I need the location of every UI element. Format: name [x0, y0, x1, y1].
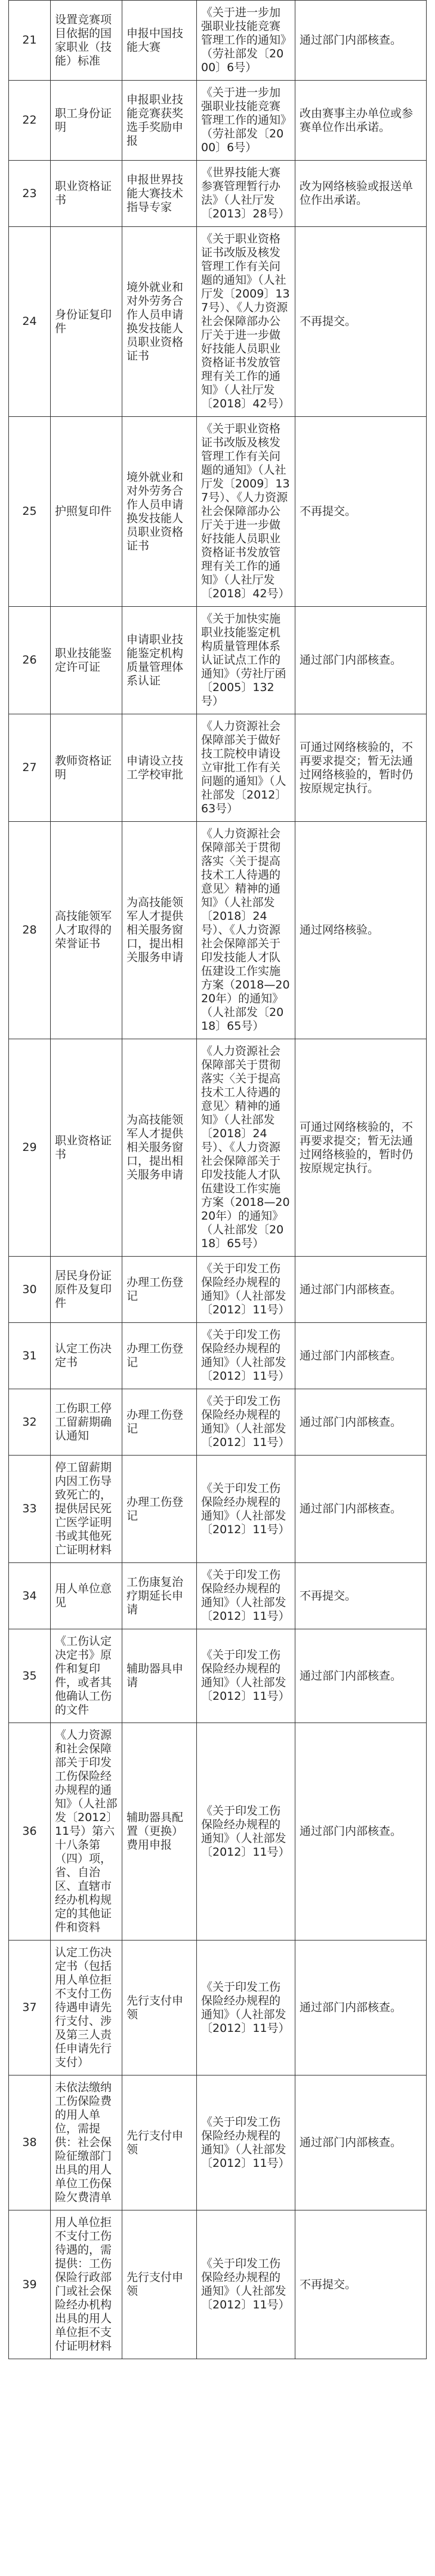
basis-cell: 《关于印发工伤保险经办规程的通知》（人社部发〔2012〕11号） — [197, 1323, 295, 1389]
method-cell: 不再提交。 — [295, 417, 427, 607]
matter-cell: 工伤康复治疗期延长申请 — [122, 1563, 197, 1629]
basis-cell: 《关于印发工伤保险经办规程的通知》（人社部发〔2012〕11号） — [197, 2075, 295, 2210]
method-cell: 通过部门内部核查。 — [295, 1389, 427, 1456]
method-cell: 通过部门内部核查。 — [295, 1723, 427, 1941]
matter-cell: 申报中国技能大赛 — [122, 1, 197, 81]
material-cell: 职业资格证书 — [51, 1039, 122, 1257]
row-number-cell: 23 — [9, 161, 51, 227]
material-cell: 高技能领军人才取得的荣誉证书 — [51, 822, 122, 1039]
row-number-cell: 38 — [9, 2075, 51, 2210]
row-number-cell: 31 — [9, 1323, 51, 1389]
material-cell: 职业技能鉴定许可证 — [51, 607, 122, 714]
matter-cell: 境外就业和对外劳务合作人员申请换发技能人员职业资格证书 — [122, 227, 197, 417]
matter-cell: 申报世界技能大赛技术指导专家 — [122, 161, 197, 227]
table-row — [9, 1039, 427, 1257]
table-row — [9, 1389, 427, 1456]
row-number-cell: 30 — [9, 1257, 51, 1323]
method-cell: 不再提交。 — [295, 1563, 427, 1629]
basis-cell: 《人力资源社会保障部关于贯彻落实〈关于提高技术工人待遇的意见〉精神的通知》（人社部发〔2018〕24号）、《人力资源社会保障部关于印发技能人才队伍建设工作实施方案（2018—2020年）的通知》（人社部发〔2018〕65号） — [197, 1039, 295, 1257]
table-body — [9, 1, 427, 2359]
basis-cell: 《关于印发工伤保险经办规程的通知》（人社部发〔2012〕11号） — [197, 1723, 295, 1941]
table-row — [9, 1723, 427, 1941]
basis-cell: 《世界技能大赛参赛管理暂行办法》（人社厅发〔2013〕28号） — [197, 161, 295, 227]
matter-cell: 为高技能领军人才提供相关服务窗口，提出相关服务申请 — [122, 822, 197, 1039]
table-row — [9, 1323, 427, 1389]
row-number-cell: 24 — [9, 227, 51, 417]
basis-cell: 《关于职业资格证书改版及核发管理工作有关问题的通知》（人社厅发〔2009〕137号）、《人力资源社会保障部办公厅关于进一步做好技能人员职业资格证书发放管理有关工作的通知》（人社厅发〔2018〕42号） — [197, 227, 295, 417]
row-number-cell: 35 — [9, 1629, 51, 1723]
table-row — [9, 227, 427, 417]
material-cell: 职业资格证书 — [51, 161, 122, 227]
method-cell: 改由赛事主办单位或参赛单位作出承诺。 — [295, 81, 427, 161]
table-row — [9, 714, 427, 822]
row-number-cell: 36 — [9, 1723, 51, 1941]
basis-cell: 《关于印发工伤保险经办规程的通知》（人社部发〔2012〕11号） — [197, 1257, 295, 1323]
row-number-cell: 29 — [9, 1039, 51, 1257]
basis-cell: 《关于印发工伤保险经办规程的通知》（人社部发〔2012〕11号） — [197, 2210, 295, 2359]
basis-cell: 《人力资源社会保障部关于做好技工院校申请设立审批工作有关问题的通知》（人社部发〔2012〕63号） — [197, 714, 295, 822]
method-cell: 通过部门内部核查。 — [295, 1456, 427, 1563]
material-cell: 身份证复印件 — [51, 227, 122, 417]
row-number-cell: 28 — [9, 822, 51, 1039]
row-number-cell: 21 — [9, 1, 51, 81]
material-cell: 工伤职工停工留薪期确认通知 — [51, 1389, 122, 1456]
basis-cell: 《关于印发工伤保险经办规程的通知》（人社部发〔2012〕11号） — [197, 1563, 295, 1629]
table-row — [9, 822, 427, 1039]
basis-cell: 《关于印发工伤保险经办规程的通知》（人社部发〔2012〕11号） — [197, 1941, 295, 2075]
basis-cell: 《人力资源社会保障部关于贯彻落实〈关于提高技术工人待遇的意见〉精神的通知》（人社部发〔2018〕24号）、《人力资源社会保障部关于印发技能人才队伍建设工作实施方案（2018—2020年）的通知》（人社部发〔2018〕65号） — [197, 822, 295, 1039]
basis-cell: 《关于印发工伤保险经办规程的通知》（人社部发〔2012〕11号） — [197, 1629, 295, 1723]
material-cell: 护照复印件 — [51, 417, 122, 607]
material-cell: 教师资格证明 — [51, 714, 122, 822]
basis-cell: 《关于进一步加强职业技能竞赛管理工作的通知》（劳社部发〔2000〕6号） — [197, 81, 295, 161]
method-cell: 可通过网络核验的，不再要求提交；暂无法通过网络核验的，暂时仍按原规定执行。 — [295, 1039, 427, 1257]
row-number-cell: 34 — [9, 1563, 51, 1629]
table-row — [9, 1563, 427, 1629]
basis-cell: 《关于进一步加强职业技能竞赛管理工作的通知》（劳社部发〔2000〕6号） — [197, 1, 295, 81]
table-row — [9, 417, 427, 607]
row-number-cell: 33 — [9, 1456, 51, 1563]
method-cell: 通过部门内部核查。 — [295, 1, 427, 81]
material-cell: 《人力资源和社会保障部关于印发工伤保险经办规程的通知》（人社部发〔2012〕11号）第六十八条第（四）项，省、自治区、直辖市经办机构规定的其他证件和资料 — [51, 1723, 122, 1941]
table-row — [9, 1941, 427, 2075]
matter-cell: 先行支付申领 — [122, 2210, 197, 2359]
material-cell: 《工伤认定决定书》原件和复印件，或者其他确认工伤的文件 — [51, 1629, 122, 1723]
material-cell: 未依法缴纳工伤保险费的用人单位，需提供：社会保险征缴部门出具的用人单位工伤保险欠费清单 — [51, 2075, 122, 2210]
basis-cell: 《关于加快实施职业技能鉴定机构质量管理体系认证试点工作的通知》（劳社厅函〔2005〕132号） — [197, 607, 295, 714]
row-number-cell: 22 — [9, 81, 51, 161]
method-cell: 通过网络核验。 — [295, 822, 427, 1039]
basis-cell: 《关于印发工伤保险经办规程的通知》（人社部发〔2012〕11号） — [197, 1456, 295, 1563]
material-cell: 设置竞赛项目依据的国家职业（技能）标准 — [51, 1, 122, 81]
table-row — [9, 1629, 427, 1723]
matter-cell: 先行支付申领 — [122, 1941, 197, 2075]
matter-cell: 申请职业技能鉴定机构质量管理体系认证 — [122, 607, 197, 714]
matter-cell: 辅助器具配置（更换）费用申报 — [122, 1723, 197, 1941]
method-cell: 通过部门内部核查。 — [295, 2075, 427, 2210]
table-row — [9, 2075, 427, 2210]
matter-cell: 先行支付申领 — [122, 2075, 197, 2210]
basis-cell: 《关于印发工伤保险经办规程的通知》（人社部发〔2012〕11号） — [197, 1389, 295, 1456]
basis-cell: 《关于职业资格证书改版及核发管理工作有关问题的通知》（人社厅发〔2009〕137号）、《人力资源社会保障部办公厅关于进一步做好技能人员职业资格证书发放管理有关工作的通知》（人社厅发〔2018〕42号） — [197, 417, 295, 607]
table-row — [9, 1257, 427, 1323]
method-cell: 改为网络核验或报送单位作出承诺。 — [295, 161, 427, 227]
table-row — [9, 607, 427, 714]
material-cell: 居民身份证原件及复印件 — [51, 1257, 122, 1323]
matter-cell: 为高技能领军人才提供相关服务窗口，提出相关服务申请 — [122, 1039, 197, 1257]
method-cell: 不再提交。 — [295, 227, 427, 417]
table-row — [9, 81, 427, 161]
row-number-cell: 32 — [9, 1389, 51, 1456]
row-number-cell: 27 — [9, 714, 51, 822]
method-cell: 通过部门内部核查。 — [295, 1323, 427, 1389]
row-number-cell: 25 — [9, 417, 51, 607]
certificate-table — [8, 0, 427, 2359]
table-row — [9, 1456, 427, 1563]
matter-cell: 申请设立技工学校审批 — [122, 714, 197, 822]
material-cell: 认定工伤决定书 — [51, 1323, 122, 1389]
row-number-cell: 26 — [9, 607, 51, 714]
matter-cell: 办理工伤登记 — [122, 1257, 197, 1323]
method-cell: 通过部门内部核查。 — [295, 1941, 427, 2075]
matter-cell: 辅助器具申请 — [122, 1629, 197, 1723]
method-cell: 通过部门内部核查。 — [295, 1629, 427, 1723]
material-cell: 用人单位意见 — [51, 1563, 122, 1629]
table-row — [9, 161, 427, 227]
table-row — [9, 2210, 427, 2359]
method-cell: 通过部门内部核查。 — [295, 607, 427, 714]
method-cell: 不再提交。 — [295, 2210, 427, 2359]
row-number-cell: 37 — [9, 1941, 51, 2075]
material-cell: 认定工伤决定书（包括用人单位拒不支付工伤待遇申请先行支付、涉及第三人责任申请先行支付） — [51, 1941, 122, 2075]
matter-cell: 办理工伤登记 — [122, 1389, 197, 1456]
matter-cell: 办理工伤登记 — [122, 1323, 197, 1389]
material-cell: 停工留薪期内因工伤导致死亡的，提供居民死亡医学证明书或其他死亡证明材料 — [51, 1456, 122, 1563]
material-cell: 用人单位拒不支付工伤待遇的，需提供：工伤保险行政部门或社会保险经办机构出具的用人单位拒不支付证明材料 — [51, 2210, 122, 2359]
method-cell: 可通过网络核验的，不再要求提交；暂无法通过网络核验的，暂时仍按原规定执行。 — [295, 714, 427, 822]
method-cell: 通过部门内部核查。 — [295, 1257, 427, 1323]
matter-cell: 申报职业技能竞赛获奖选手奖励申报 — [122, 81, 197, 161]
matter-cell: 办理工伤登记 — [122, 1456, 197, 1563]
row-number-cell: 39 — [9, 2210, 51, 2359]
material-cell: 职工身份证明 — [51, 81, 122, 161]
matter-cell: 境外就业和对外劳务合作人员申请换发技能人员职业资格证书 — [122, 417, 197, 607]
table-row — [9, 1, 427, 81]
